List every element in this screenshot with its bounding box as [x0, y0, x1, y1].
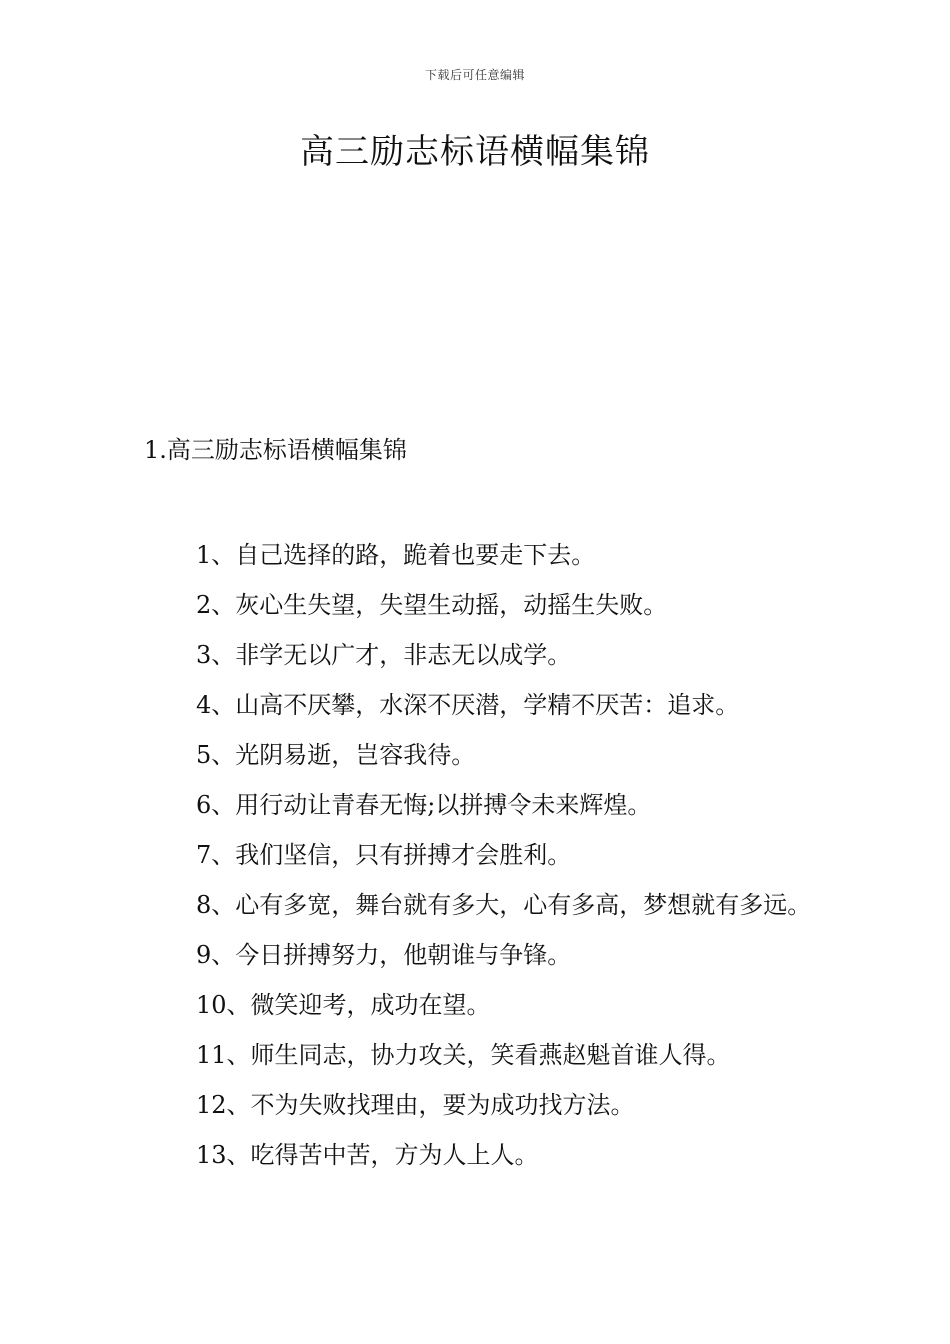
slogan-item: 1、自己选择的路，跪着也要走下去。: [196, 541, 596, 569]
slogan-item: 8、心有多宽，舞台就有多大，心有多高，梦想就有多远。: [196, 891, 812, 919]
slogan-item: 9、今日拼搏努力，他朝谁与争锋。: [196, 941, 572, 969]
slogan-item: 4、山高不厌攀，水深不厌潜，学精不厌苦：追求。: [196, 691, 740, 719]
slogan-list: [144, 530, 814, 1180]
slogan-item: 13、吃得苦中苦，方为人上人。: [196, 1141, 539, 1169]
slogan-item: 11、师生同志，协力攻关，笑看燕赵魁首谁人得。: [196, 1041, 731, 1069]
slogan-item: 6、用行动让青春无悔;以拼搏令未来辉煌。: [196, 791, 652, 819]
header-note: 下载后可任意编辑: [424, 68, 525, 82]
section-heading: 1.高三励志标语横幅集锦: [144, 436, 407, 464]
document-title: 高三励志标语横幅集锦: [300, 132, 650, 172]
slogan-item: 5、光阴易逝，岂容我待。: [196, 741, 476, 769]
slogan-item: 3、非学无以广才，非志无以成学。: [196, 641, 572, 669]
slogan-item: 7、我们坚信，只有拼搏才会胜利。: [196, 841, 572, 869]
slogan-item: 12、不为失败找理由，要为成功找方法。: [196, 1091, 635, 1119]
slogan-item: 10、微笑迎考，成功在望。: [196, 991, 491, 1019]
slogan-item: 2、灰心生失望，失望生动摇，动摇生失败。: [196, 591, 668, 619]
